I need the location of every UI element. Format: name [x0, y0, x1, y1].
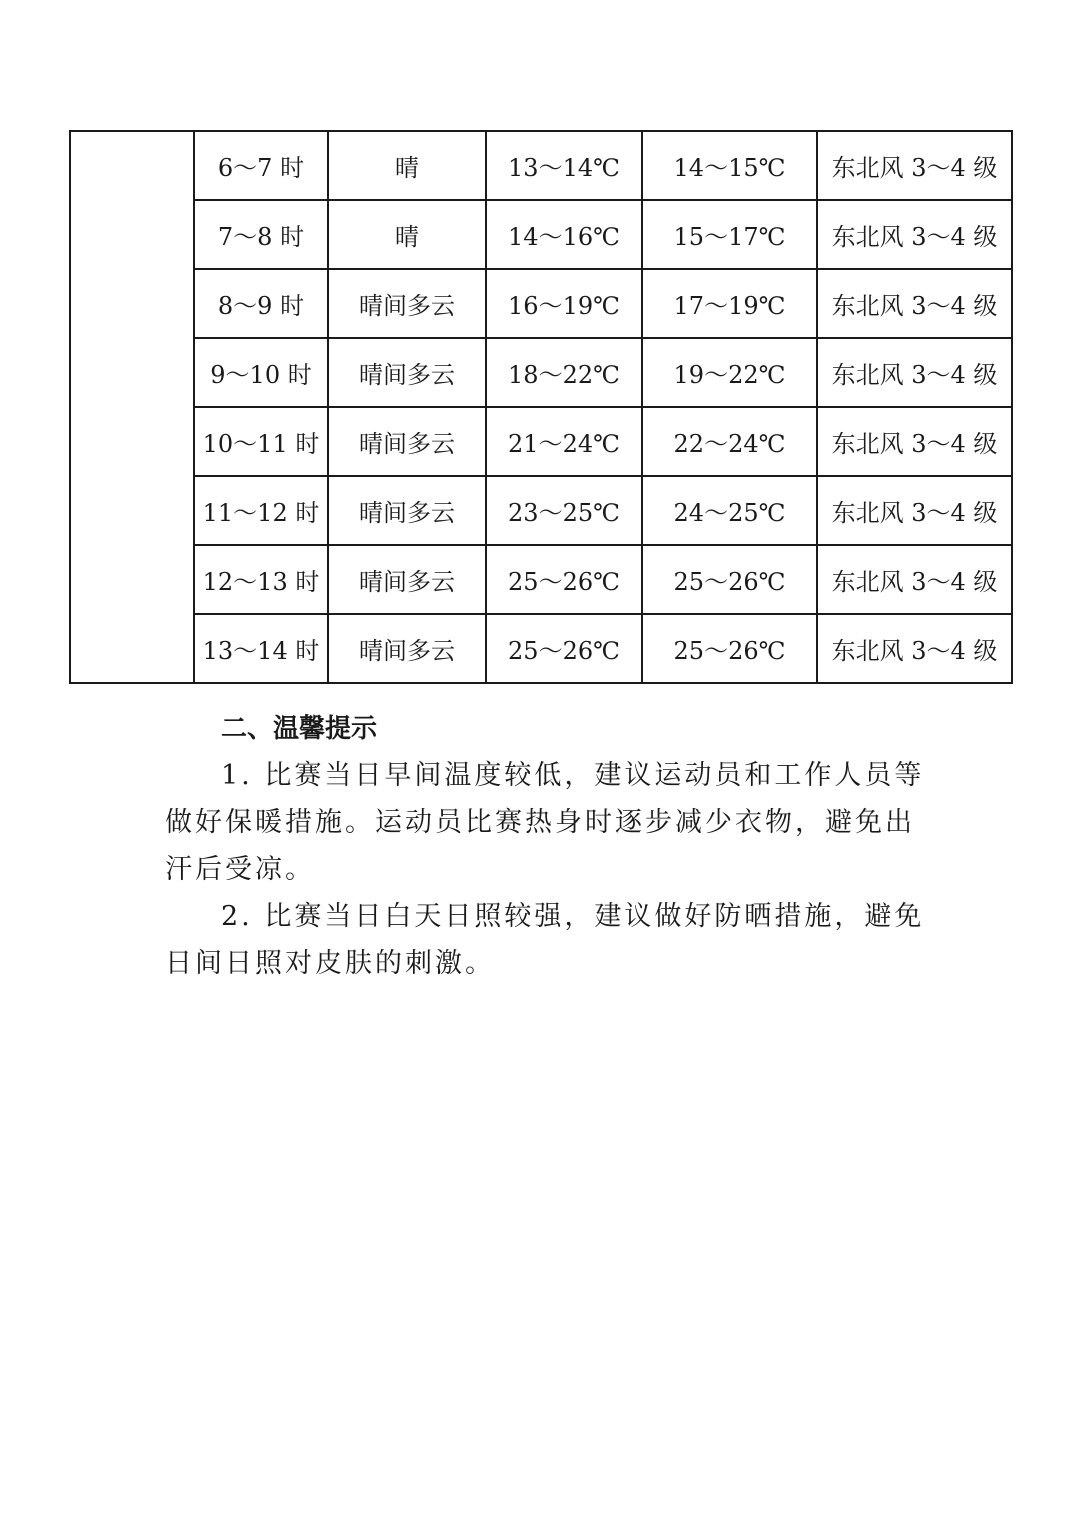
table-row [70, 614, 1012, 683]
time-cell: 11～12 时 [194, 476, 328, 545]
weather-cell: 晴间多云 [328, 269, 486, 338]
weather-cell: 晴 [328, 200, 486, 269]
table-body [70, 131, 1012, 683]
wind-cell: 东北风 3～4 级 [817, 476, 1012, 545]
table-row [70, 131, 1012, 200]
weather-cell: 晴间多云 [328, 338, 486, 407]
time-cell: 10～11 时 [194, 407, 328, 476]
time-cell: 8～9 时 [194, 269, 328, 338]
temperature-cell: 23～25℃ [486, 476, 642, 545]
wind-cell: 东北风 3～4 级 [817, 338, 1012, 407]
time-cell: 13～14 时 [194, 614, 328, 683]
wind-cell: 东北风 3～4 级 [817, 545, 1012, 614]
tip-item-2: 2. 比赛当日白天日照较强，建议做好防晒措施，避免日间日照对皮肤的刺激。 [165, 901, 925, 979]
weather-cell: 晴间多云 [328, 407, 486, 476]
table-row [70, 200, 1012, 269]
time-cell: 6～7 时 [194, 131, 328, 200]
wind-cell: 东北风 3～4 级 [817, 269, 1012, 338]
table-row [70, 407, 1012, 476]
time-cell: 12～13 时 [194, 545, 328, 614]
temperature-cell: 21～24℃ [486, 407, 642, 476]
table-row [70, 269, 1012, 338]
temperature-cell: 15～17℃ [642, 200, 817, 269]
temperature-cell: 14～15℃ [642, 131, 817, 200]
temperature-cell: 18～22℃ [486, 338, 642, 407]
wind-cell: 东北风 3～4 级 [817, 131, 1012, 200]
temperature-cell: 22～24℃ [642, 407, 817, 476]
table-row [70, 545, 1012, 614]
wind-cell: 东北风 3～4 级 [817, 200, 1012, 269]
row-group-cell [70, 131, 194, 683]
table-row [70, 476, 1012, 545]
weather-forecast-table [69, 130, 1013, 684]
tip-item-1: 1. 比赛当日早间温度较低，建议运动员和工作人员等做好保暖措施。运动员比赛热身时逐步减少衣物，避免出汗后受凉。 [165, 760, 925, 885]
temperature-cell: 16～19℃ [486, 269, 642, 338]
temperature-cell: 25～26℃ [642, 614, 817, 683]
temperature-cell: 25～26℃ [486, 614, 642, 683]
table-row [70, 338, 1012, 407]
temperature-cell: 25～26℃ [486, 545, 642, 614]
wind-cell: 东北风 3～4 级 [817, 614, 1012, 683]
temperature-cell: 13～14℃ [486, 131, 642, 200]
temperature-cell: 19～22℃ [642, 338, 817, 407]
weather-cell: 晴间多云 [328, 545, 486, 614]
temperature-cell: 24～25℃ [642, 476, 817, 545]
time-cell: 9～10 时 [194, 338, 328, 407]
wind-cell: 东北风 3～4 级 [817, 407, 1012, 476]
temperature-cell: 17～19℃ [642, 269, 817, 338]
temperature-cell: 14～16℃ [486, 200, 642, 269]
weather-cell: 晴间多云 [328, 614, 486, 683]
weather-cell: 晴间多云 [328, 476, 486, 545]
weather-cell: 晴 [328, 131, 486, 200]
time-cell: 7～8 时 [194, 200, 328, 269]
temperature-cell: 25～26℃ [642, 545, 817, 614]
tips-heading: 二、温馨提示 [221, 714, 378, 744]
tips-section [165, 706, 925, 987]
